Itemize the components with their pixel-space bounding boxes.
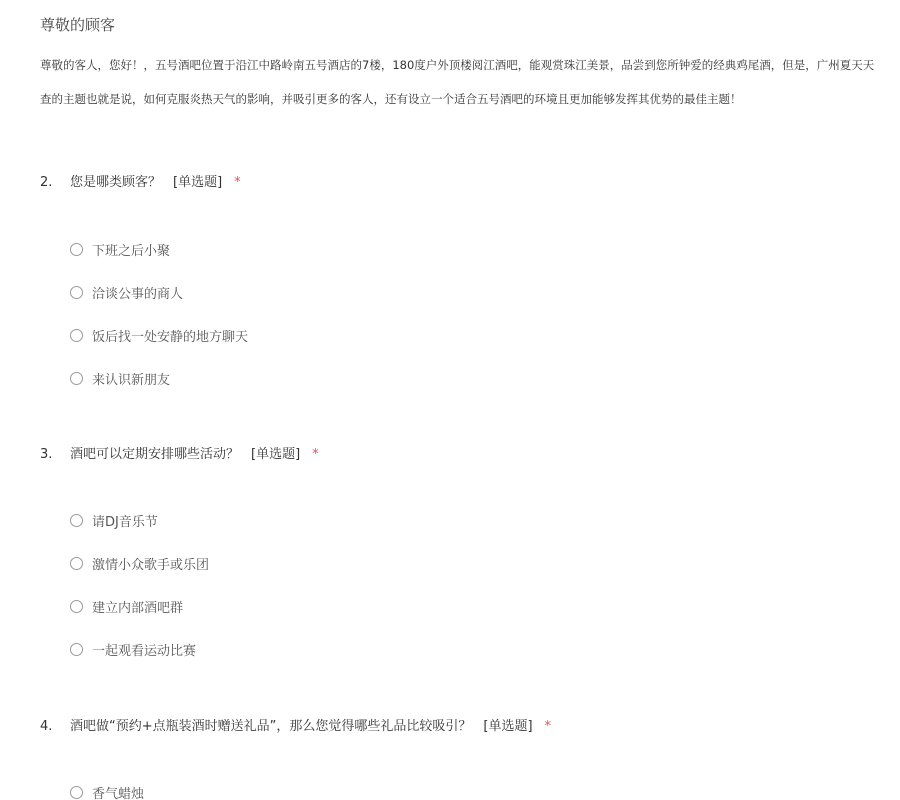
question-3-option-4[interactable] [70,640,196,658]
question-3-option-3[interactable] [70,597,183,615]
question-text: 您是哪类顾客？ [70,175,162,190]
radio-icon[interactable] [70,600,83,613]
option-label: 激情小众歌手或乐团 [92,557,210,573]
radio-icon[interactable] [70,514,83,527]
option-label: 请DJ音乐节 [92,514,158,530]
option-label: 下班之后小聚 [92,243,171,259]
radio-icon[interactable] [70,786,83,799]
question-2-option-1[interactable] [70,240,170,258]
question-2-option-2[interactable] [70,283,183,301]
question-4-option-1[interactable] [70,783,144,800]
survey-intro-line-1: 尊敬的客人，您好！，五号酒吧位置于沿江中路岭南五号酒店的7楼，180度户外顶楼阅江酒吧，能观赏珠江美景，品尝到您所钟爱的经典鸡尾酒，但是，广州夏天天 [40,58,875,72]
question-number: 2. [40,175,53,190]
question-3-title [40,443,319,462]
survey-intro-line-2: 查的主题也就是说，如何克服炎热天气的影响，并吸引更多的客人，还有设立一个适合五号酒吧的环境且更加能够发挥其优势的最佳主题！ [40,92,742,106]
radio-icon[interactable] [70,286,83,299]
radio-icon[interactable] [70,329,83,342]
question-2-option-4[interactable] [70,369,170,387]
radio-icon[interactable] [70,557,83,570]
option-label: 洽谈公事的商人 [92,286,184,302]
question-3-option-2[interactable] [70,554,209,572]
radio-icon[interactable] [70,372,83,385]
radio-icon[interactable] [70,243,83,256]
option-label: 建立内部酒吧群 [92,600,184,616]
required-mark: * [234,175,241,190]
question-2-option-3[interactable] [70,326,248,344]
option-label: 来认识新朋友 [92,372,171,388]
question-2-title [40,171,241,190]
question-number: 4. [40,719,53,734]
survey-title: 尊敬的顾客 [40,16,116,34]
question-type: [单选题] [173,175,223,190]
question-3-option-1[interactable] [70,511,158,529]
option-label: 饭后找一处安静的地方聊天 [92,329,249,345]
question-type: [单选题] [251,447,301,462]
required-mark: * [312,447,319,462]
question-4-title [40,715,551,734]
question-text: 酒吧可以定期安排哪些活动？ [70,447,240,462]
question-number: 3. [40,447,53,462]
required-mark: * [544,719,552,734]
radio-icon[interactable] [70,643,83,656]
question-text: 酒吧做“预约+点瓶装酒时赠送礼品”，那么您觉得哪些礼品比较吸引？ [70,719,472,734]
option-label: 香气蜡烛 [92,786,145,800]
question-type: [单选题] [483,719,533,734]
option-label: 一起观看运动比赛 [92,643,197,659]
